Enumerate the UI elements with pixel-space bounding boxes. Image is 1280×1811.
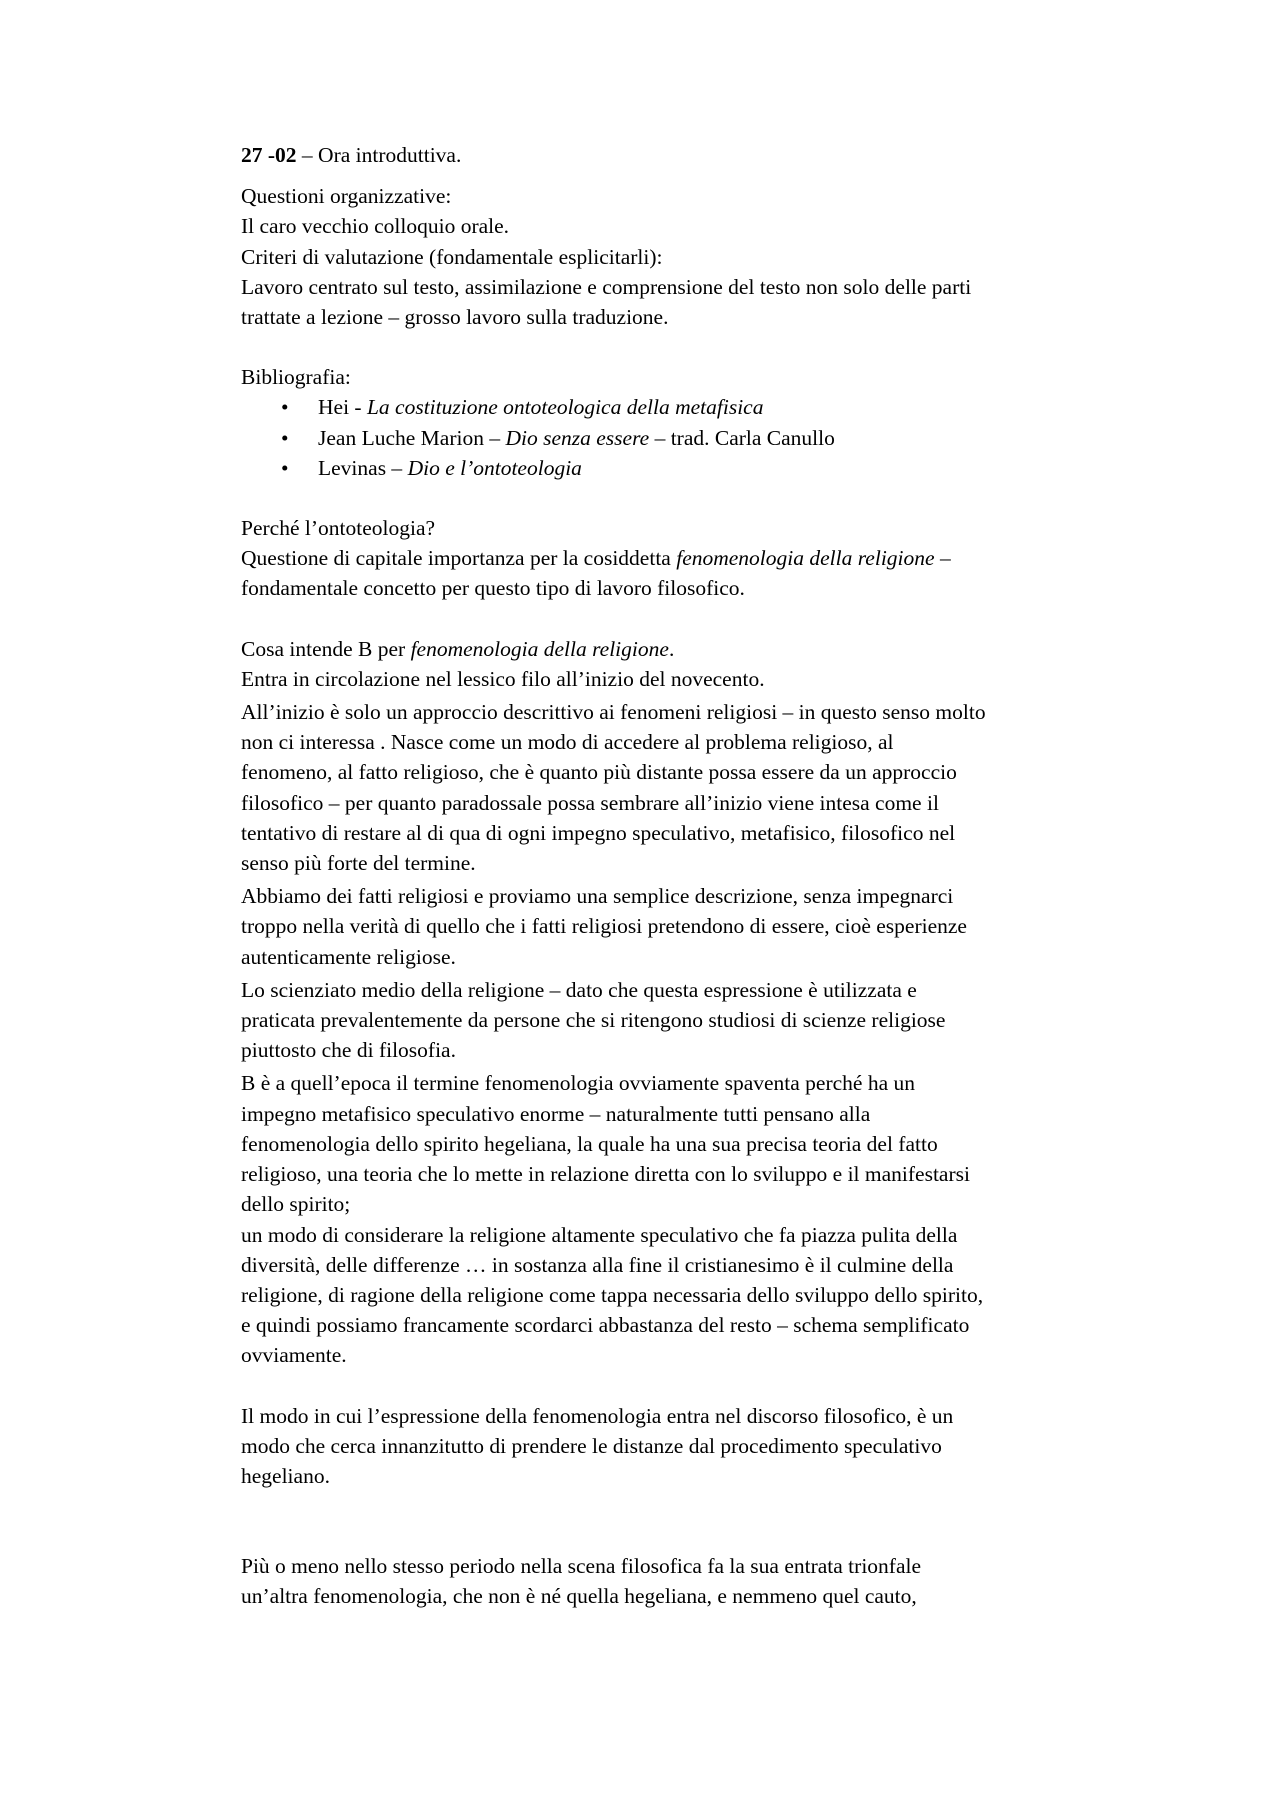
lecture-title: Ora introduttiva. — [318, 143, 462, 167]
text-line: impegno metafisico speculativo enorme – naturalmente tutti pensano alla — [241, 1101, 871, 1126]
text-line: filosofico – per quanto paradossale possa sembrare all’inizio viene intesa come il — [241, 790, 939, 815]
text-line: trattate a lezione – grosso lavoro sulla traduzione. — [241, 305, 669, 330]
bibliography-author: Jean Luche Marion – — [318, 425, 506, 450]
paragraph — [241, 881, 1081, 972]
bibliography-title: La costituzione ontoteologica della metafisica — [366, 395, 764, 420]
heading-separator: – — [296, 143, 319, 167]
text-line: Il caro vecchio colloquio orale. — [241, 214, 510, 239]
bullet-icon: • — [281, 425, 289, 450]
text-line — [241, 634, 1081, 664]
emphasis-term: fenomenologia della religione — [410, 636, 669, 661]
text-line: modo che cerca innanzitutto di prendere le distanze dal procedimento speculativo — [241, 1433, 942, 1458]
text-fragment: – — [934, 546, 951, 571]
bibliography-title: Dio e l’ontoteologia — [407, 455, 582, 480]
organization-section — [241, 181, 1081, 332]
text-line: hegeliano. — [241, 1463, 330, 1488]
text-line: praticata prevalentemente da persone che si ritengono studiosi di scienze religiose — [241, 1008, 946, 1033]
text-line: All’inizio è solo un approccio descrittivo ai fenomeni religiosi – in questo senso molto — [241, 700, 986, 725]
bibliography-list — [241, 392, 1081, 483]
text-line: B è a quell’epoca il termine fenomenologia ovviamente spaventa perché ha un — [241, 1071, 915, 1096]
text-line: religioso, una teoria che lo mette in relazione diretta con lo sviluppo e il manifestarsi — [241, 1162, 970, 1187]
text-line: e quindi possiamo francamente scordarci abbastanza del resto – schema semplificato — [241, 1313, 970, 1338]
text-line: diversità, delle differenze … in sostanza alla fine il cristianesimo è il culmine della — [241, 1252, 954, 1277]
text-line: religione, di ragione della religione come tappa necessaria dello sviluppo dello spirito, — [241, 1282, 984, 1307]
text-line: Lavoro centrato sul testo, assimilazione e comprensione del testo non solo delle parti — [241, 274, 972, 299]
text-line: non ci interessa . Nasce come un modo di accedere al problema religioso, al — [241, 730, 894, 755]
text-line: tentativo di restare al di qua di ogni impegno speculativo, metafisico, filosofico nel — [241, 820, 956, 845]
text-fragment: . — [668, 636, 675, 661]
paragraph — [241, 1068, 1081, 1370]
text-line: un modo di considerare la religione altamente speculativo che fa piazza pulita della — [241, 1222, 958, 1247]
bibliography-title: Dio senza essere — [505, 425, 650, 450]
text-line: senso più forte del termine. — [241, 851, 476, 876]
meaning-section — [241, 634, 1081, 694]
text-line: Criteri di valutazione (fondamentale esplicitarli): — [241, 244, 663, 269]
text-line: Questioni organizzative: — [241, 184, 452, 209]
text-line: Lo scienziato medio della religione – dato che questa espressione è utilizzata e — [241, 977, 917, 1002]
section-question: Perché l’ontoteologia? — [241, 516, 436, 541]
bibliography-item — [241, 453, 1081, 483]
text-line: fenomenologia dello spirito hegeliana, la quale ha una sua precisa teoria del fatto — [241, 1131, 938, 1156]
lecture-heading — [241, 140, 1081, 170]
bibliography-heading: Bibliografia: — [241, 365, 351, 390]
paragraph — [241, 1401, 1081, 1492]
bullet-icon: • — [281, 395, 289, 420]
text-line: dello spirito; — [241, 1192, 351, 1217]
bullet-icon: • — [281, 455, 289, 480]
bibliography-author: Hei - — [318, 395, 367, 420]
text-line: fenomeno, al fatto religioso, che è quanto più distante possa essere da un approccio — [241, 760, 957, 785]
bibliography-author: Levinas – — [318, 455, 408, 480]
text-line: Entra in circolazione nel lessico filo all’inizio del novecento. — [241, 666, 765, 691]
text-line: piuttosto che di filosofia. — [241, 1038, 456, 1063]
text-line — [241, 543, 1081, 573]
text-line: autenticamente religiose. — [241, 944, 456, 969]
bibliography-item — [241, 423, 1081, 453]
text-line: Abbiamo dei fatti religiosi e proviamo una semplice descrizione, senza impegnarci — [241, 884, 954, 909]
text-line: fondamentale concetto per questo tipo di lavoro filosofico. — [241, 576, 745, 601]
why-section — [241, 513, 1081, 604]
text-line: Il modo in cui l’espressione della fenomenologia entra nel discorso filosofico, è un — [241, 1403, 954, 1428]
emphasis-term: fenomenologia della religione — [676, 546, 935, 571]
paragraph — [241, 697, 1081, 878]
text-line: un’altra fenomenologia, che non è né quella hegeliana, e nemmeno quel cauto, — [241, 1584, 917, 1609]
text-fragment: Questione di capitale importanza per la cosiddetta — [241, 546, 677, 571]
bibliography-suffix: – trad. Carla Canullo — [649, 425, 835, 450]
paragraph — [241, 975, 1081, 1066]
lecture-date: 27 -02 — [241, 143, 297, 167]
text-line: ovviamente. — [241, 1343, 347, 1368]
text-line: Più o meno nello stesso periodo nella scena filosofica fa la sua entrata trionfale — [241, 1554, 922, 1579]
paragraph — [241, 1551, 1081, 1611]
text-line: troppo nella verità di quello che i fatti religiosi pretendono di essere, cioè esperienze — [241, 914, 967, 939]
bibliography-item — [241, 392, 1081, 422]
document-body — [241, 140, 1081, 1612]
text-fragment: Cosa intende B per — [241, 636, 411, 661]
